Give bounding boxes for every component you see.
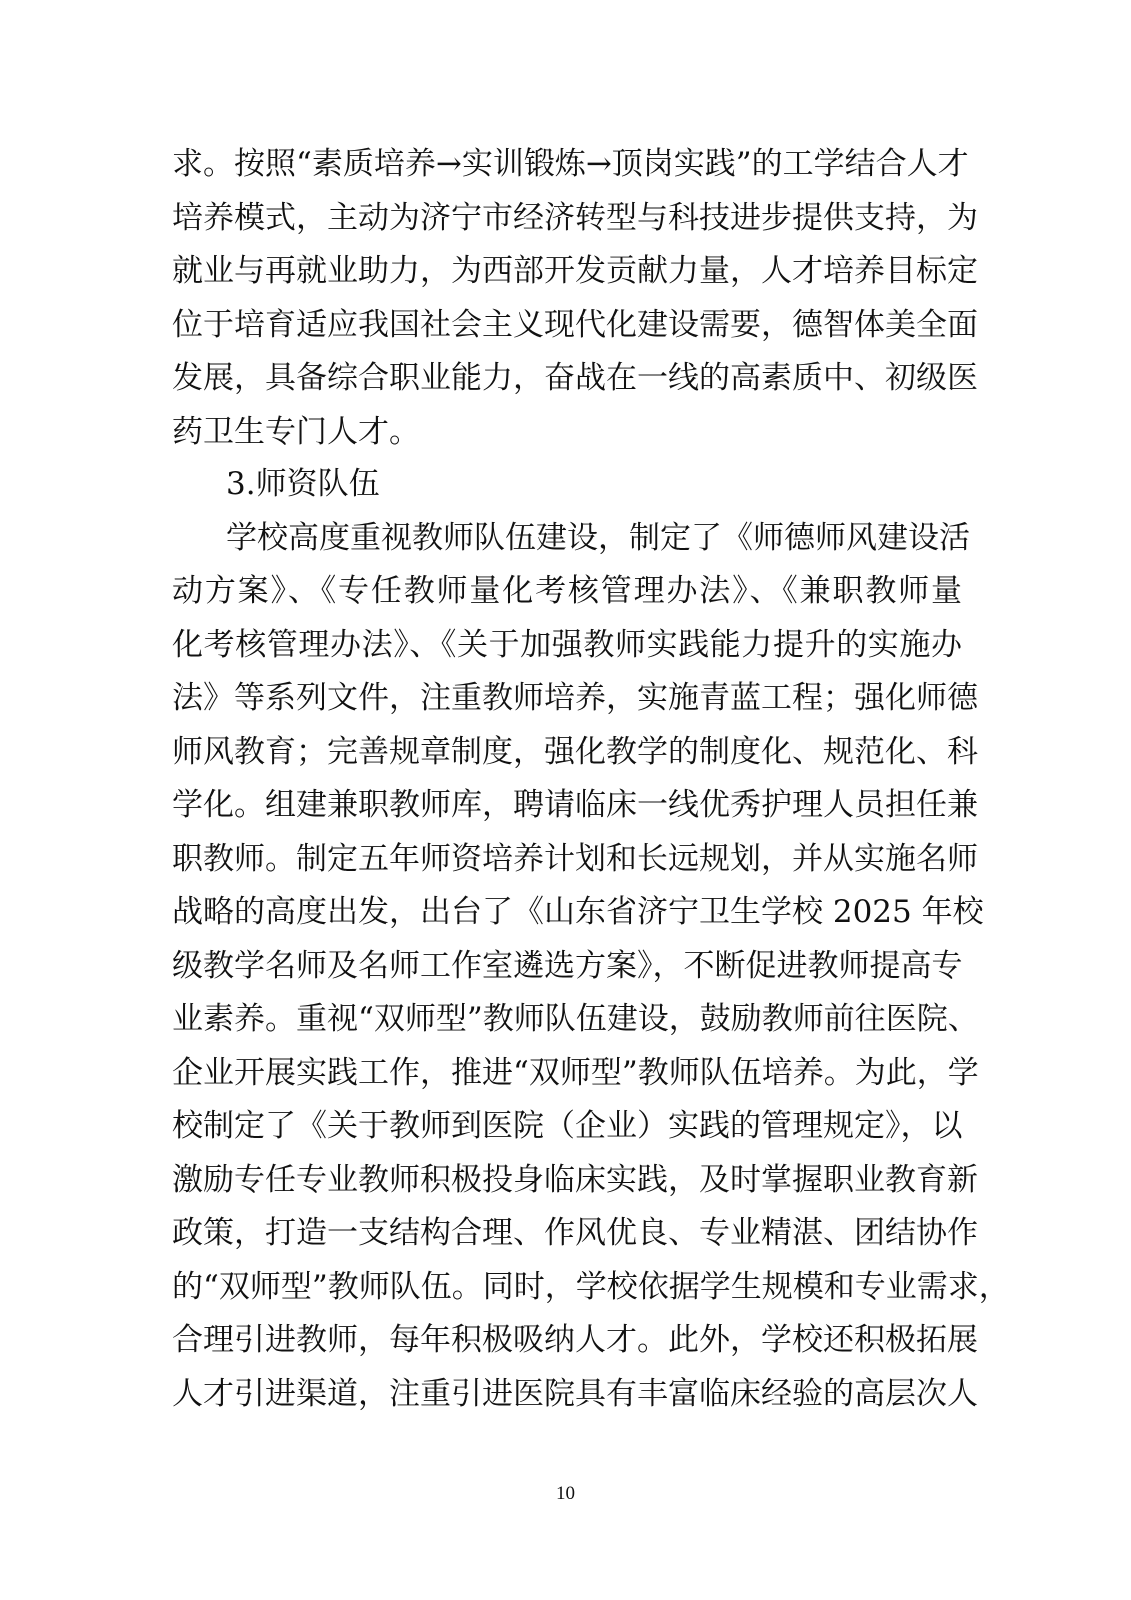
- paragraph-line: 激励专任专业教师积极投身临床实践，及时掌握职业教育新: [172, 1162, 978, 1198]
- paragraph-line: 合理引进教师，每年积极吸纳人才。此外，学校还积极拓展: [172, 1322, 978, 1358]
- section-heading: 3.师资队伍: [226, 466, 380, 502]
- paragraph-line: 位于培育适应我国社会主义现代化建设需要，德智体美全面: [172, 307, 978, 343]
- paragraph-line: 就业与再就业助力，为西部开发贡献力量，人才培养目标定: [172, 253, 978, 289]
- paragraph-line: 政策，打造一支结构合理、作风优良、专业精湛、团结协作: [172, 1215, 978, 1251]
- paragraph-line: 级教学名师及名师工作室遴选方案》，不断促进教师提高专: [172, 948, 963, 984]
- paragraph-line: 培养模式，主动为济宁市经济转型与科技进步提供支持，为: [172, 200, 978, 236]
- paragraph-line: 学校高度重视教师队伍建设，制定了《师德师风建设活: [226, 520, 970, 556]
- paragraph-line: 药卫生专门人才。: [172, 414, 420, 450]
- page-number: 10: [556, 1483, 575, 1504]
- paragraph-line: 人才引进渠道，注重引进医院具有丰富临床经验的高层次人: [172, 1376, 978, 1412]
- paragraph-line: 企业开展实践工作，推进“双师型”教师队伍培养。为此，学: [172, 1055, 979, 1091]
- paragraph-line: 职教师。制定五年师资培养计划和长远规划，并从实施名师: [172, 841, 978, 877]
- paragraph-line: 发展，具备综合职业能力，奋战在一线的高素质中、初级医: [172, 360, 978, 396]
- paragraph-line: 求。按照“素质培养→实训锻炼→顶岗实践”的工学结合人才: [172, 146, 969, 182]
- paragraph-line: 动方案》、《专任教师量化考核管理办法》、《兼职教师量: [172, 573, 962, 609]
- paragraph-line: 师风教育；完善规章制度，强化教学的制度化、规范化、科: [172, 734, 978, 770]
- paragraph-line: 业素养。重视“双师型”教师队伍建设，鼓励教师前往医院、: [172, 1001, 979, 1037]
- paragraph-line: 法》等系列文件，注重教师培养，实施青蓝工程；强化师德: [172, 680, 978, 716]
- paragraph-line: 的“双师型”教师队伍。同时，学校依据学生规模和专业需求，: [172, 1269, 1010, 1305]
- paragraph-line: 校制定了《关于教师到医院（企业）实践的管理规定》，以: [172, 1108, 963, 1144]
- paragraph-line: 战略的高度出发，出台了《山东省济宁卫生学校 2025 年校: [172, 894, 984, 930]
- paragraph-line: 学化。组建兼职教师库，聘请临床一线优秀护理人员担任兼: [172, 787, 978, 823]
- paragraph-line: 化考核管理办法》、《关于加强教师实践能力提升的实施办: [172, 627, 962, 663]
